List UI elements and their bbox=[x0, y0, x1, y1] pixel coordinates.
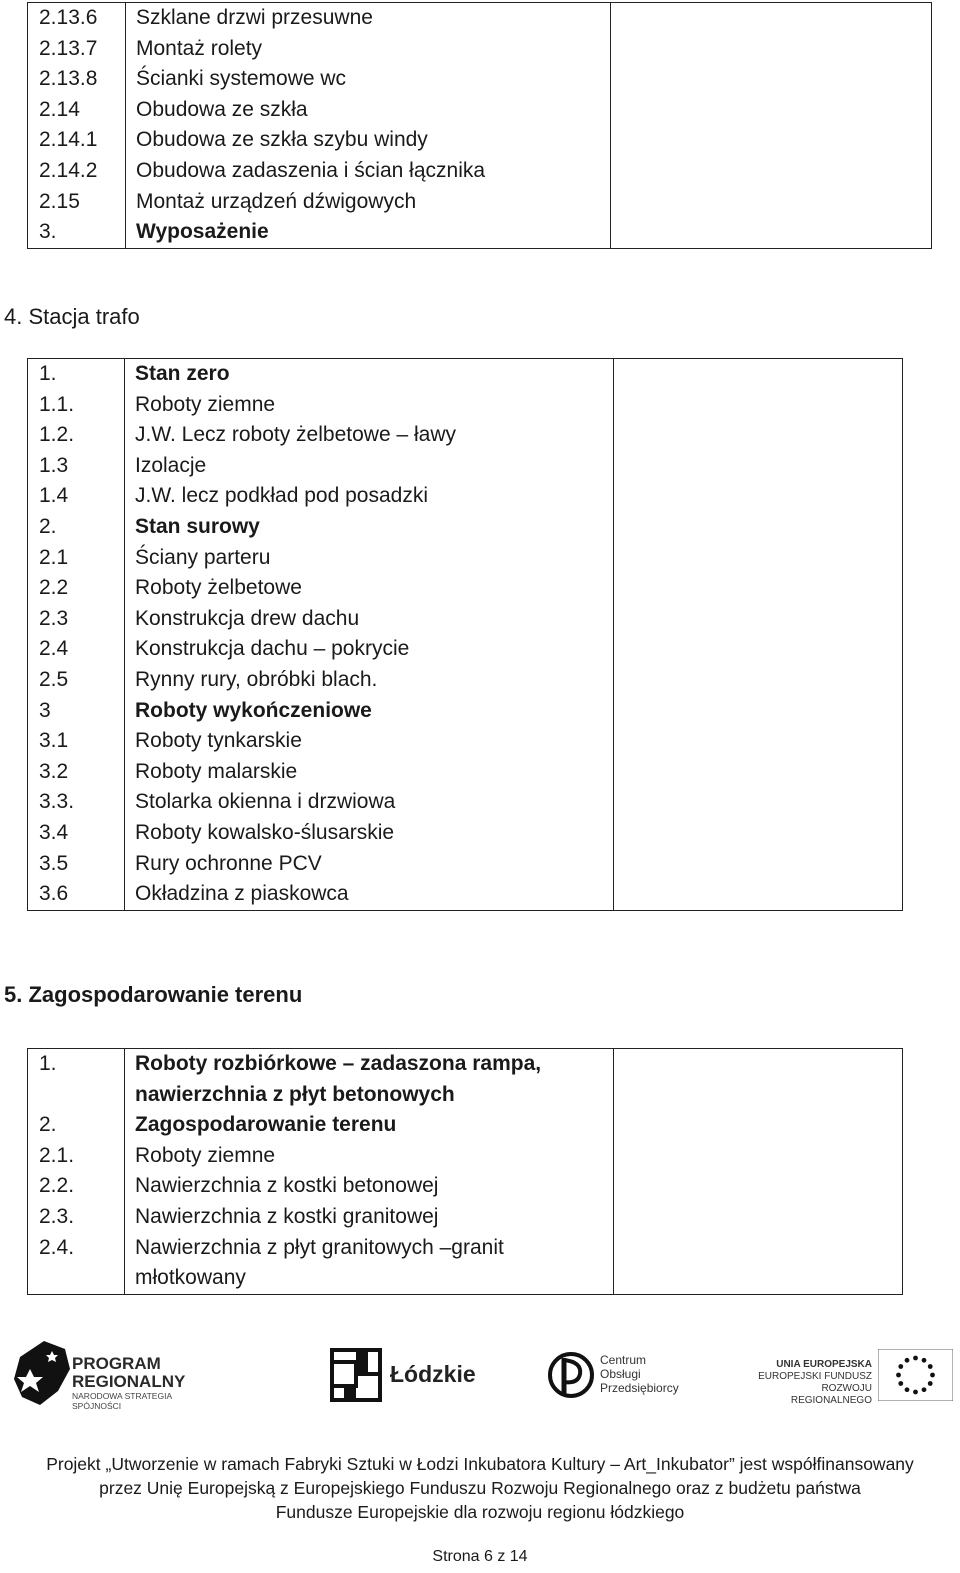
item-number: 3.6 bbox=[28, 879, 125, 910]
item-number: 2.3 bbox=[28, 604, 125, 635]
item-value-cell bbox=[611, 187, 932, 218]
table-row bbox=[28, 125, 932, 156]
item-value-cell bbox=[614, 849, 903, 880]
item-number: 2.14.2 bbox=[28, 156, 126, 187]
item-number: 2.13.8 bbox=[28, 64, 126, 95]
eu-star-icon bbox=[913, 1356, 918, 1361]
page-number: Strona 6 z 14 bbox=[432, 1548, 528, 1565]
item-value-cell bbox=[614, 512, 903, 543]
item-number: 2.1 bbox=[28, 543, 125, 574]
item-number: 2.4 bbox=[28, 634, 125, 665]
item-description: Roboty tynkarskie bbox=[125, 726, 614, 757]
table-row bbox=[28, 726, 903, 757]
eu-star-icon bbox=[928, 1381, 933, 1386]
star-map-icon bbox=[10, 1339, 72, 1409]
ue-text: UNIA EUROPEJSKA bbox=[776, 1359, 872, 1370]
table-row bbox=[28, 34, 932, 65]
item-number: 1. bbox=[28, 1049, 125, 1111]
table-row bbox=[28, 420, 903, 451]
item-value-cell bbox=[611, 125, 932, 156]
item-number: 2.2. bbox=[28, 1171, 125, 1202]
ue-fund-text: EUROPEJSKI FUNDUSZ bbox=[758, 1371, 872, 1382]
item-number: 1.1. bbox=[28, 390, 125, 421]
section-4-heading: 4. Stacja trafo bbox=[4, 304, 140, 329]
eu-star-icon bbox=[898, 1364, 903, 1369]
table-row bbox=[28, 604, 903, 635]
item-description: Stan zero bbox=[125, 359, 614, 390]
item-description: Montaż rolety bbox=[126, 34, 611, 65]
item-value-cell bbox=[611, 95, 932, 126]
item-description: Roboty ziemne bbox=[125, 1141, 614, 1172]
eu-star-icon bbox=[928, 1364, 933, 1369]
table-row bbox=[28, 187, 932, 218]
item-description: J.W. lecz podkład pod posadzki bbox=[125, 481, 614, 512]
item-number: 3.5 bbox=[28, 849, 125, 880]
item-number: 2.5 bbox=[28, 665, 125, 696]
item-number: 3.3. bbox=[28, 787, 125, 818]
item-number: 2.14.1 bbox=[28, 125, 126, 156]
item-description: Konstrukcja dachu – pokrycie bbox=[125, 634, 614, 665]
table-row bbox=[28, 359, 903, 390]
item-description: Nawierzchnia z kostki granitowej bbox=[125, 1202, 614, 1233]
ue-regional-text: ROZWOJU REGIONALNEGO bbox=[790, 1383, 872, 1406]
item-description: Konstrukcja drew dachu bbox=[125, 604, 614, 635]
item-description: Roboty wykończeniowe bbox=[125, 696, 614, 727]
lodzkie-text: Łódzkie bbox=[390, 1361, 476, 1387]
stacja-trafo-table bbox=[27, 358, 903, 911]
item-number: 2.4. bbox=[28, 1233, 125, 1295]
item-value-cell bbox=[614, 573, 903, 604]
item-description: Nawierzchnia z płyt granitowych –granit młotkowany bbox=[125, 1233, 614, 1295]
item-description: Roboty ziemne bbox=[125, 390, 614, 421]
table-row bbox=[28, 757, 903, 788]
item-description: Roboty rozbiórkowe – zadaszona rampa, nawierzchnia z płyt betonowych bbox=[125, 1049, 614, 1111]
item-value-cell bbox=[614, 451, 903, 482]
item-description: Nawierzchnia z kostki betonowej bbox=[125, 1171, 614, 1202]
item-number: 2. bbox=[28, 512, 125, 543]
lodzkie-logo bbox=[330, 1335, 476, 1415]
table-row bbox=[28, 217, 932, 248]
przedsiebiorcy-text: Przedsiębiorcy bbox=[600, 1381, 679, 1395]
item-value-cell bbox=[611, 156, 932, 187]
item-value-cell bbox=[614, 696, 903, 727]
table-row bbox=[28, 481, 903, 512]
footer-line-1: Projekt „Utworzenie w ramach Fabryki Sztuki w Łodzi Inkubatora Kultury – Art_Inkubator” jest współfinansowany bbox=[46, 1454, 914, 1474]
table-row bbox=[28, 95, 932, 126]
table-row bbox=[28, 1141, 903, 1172]
item-value-cell bbox=[611, 64, 932, 95]
table-row bbox=[28, 1171, 903, 1202]
table-row bbox=[28, 64, 932, 95]
item-description: Zagospodarowanie terenu bbox=[125, 1110, 614, 1141]
item-number: 2.3. bbox=[28, 1202, 125, 1233]
item-number: 1.4 bbox=[28, 481, 125, 512]
item-number: 3.4 bbox=[28, 818, 125, 849]
item-value-cell bbox=[614, 359, 903, 390]
item-description: Izolacje bbox=[125, 451, 614, 482]
table-row bbox=[28, 634, 903, 665]
eu-star-icon bbox=[896, 1373, 901, 1378]
item-value-cell bbox=[614, 634, 903, 665]
item-number: 3. bbox=[28, 217, 126, 248]
cop-emblem-icon bbox=[548, 1350, 594, 1400]
item-number: 1.3 bbox=[28, 451, 125, 482]
table-row bbox=[28, 1049, 903, 1111]
item-value-cell bbox=[611, 34, 932, 65]
centrum-obslugi-logo bbox=[548, 1335, 678, 1415]
item-value-cell bbox=[614, 726, 903, 757]
eu-star-icon bbox=[898, 1381, 903, 1386]
table-row bbox=[28, 3, 932, 34]
item-value-cell bbox=[614, 665, 903, 696]
eu-star-icon bbox=[922, 1387, 927, 1392]
logo-bar bbox=[0, 1335, 960, 1415]
item-number: 3.1 bbox=[28, 726, 125, 757]
table-row bbox=[28, 573, 903, 604]
footer-line-3: Fundusze Europejskie dla rozwoju regionu łódzkiego bbox=[275, 1502, 685, 1522]
item-number: 2. bbox=[28, 1110, 125, 1141]
item-number: 2.1. bbox=[28, 1141, 125, 1172]
table-row bbox=[28, 665, 903, 696]
table-row bbox=[28, 1233, 903, 1295]
item-value-cell bbox=[614, 787, 903, 818]
item-description: Montaż urządzeń dźwigowych bbox=[126, 187, 611, 218]
table-row bbox=[28, 512, 903, 543]
item-description: Rury ochronne PCV bbox=[125, 849, 614, 880]
item-value-cell bbox=[614, 757, 903, 788]
footer-line-2: przez Unię Europejską z Europejskiego Funduszu Rozwoju Regionalnego oraz z budżetu państwa bbox=[99, 1478, 861, 1498]
eu-flag-icon bbox=[878, 1349, 953, 1401]
eu-star-icon bbox=[913, 1390, 918, 1395]
item-number: 1.2. bbox=[28, 420, 125, 451]
item-value-cell bbox=[614, 390, 903, 421]
cost-table-continued bbox=[27, 2, 932, 249]
table-row bbox=[28, 390, 903, 421]
item-number: 3 bbox=[28, 696, 125, 727]
table-row bbox=[28, 543, 903, 574]
item-value-cell bbox=[614, 543, 903, 574]
item-description: Roboty kowalsko-ślusarskie bbox=[125, 818, 614, 849]
section-5-heading: 5. Zagospodarowanie terenu bbox=[4, 982, 303, 1007]
item-description: Rynny rury, obróbki blach. bbox=[125, 665, 614, 696]
table-row bbox=[28, 787, 903, 818]
table-row bbox=[28, 849, 903, 880]
item-value-cell bbox=[611, 217, 932, 248]
eu-star-icon bbox=[930, 1373, 935, 1378]
item-value-cell bbox=[614, 879, 903, 910]
item-description: Szklane drzwi przesuwne bbox=[126, 3, 611, 34]
item-value-cell bbox=[614, 604, 903, 635]
item-value-cell bbox=[614, 818, 903, 849]
table-row bbox=[28, 156, 932, 187]
item-value-cell bbox=[614, 1202, 903, 1233]
item-number: 2.14 bbox=[28, 95, 126, 126]
table-row bbox=[28, 1202, 903, 1233]
unia-europejska-logo bbox=[752, 1335, 957, 1415]
item-value-cell bbox=[614, 481, 903, 512]
item-number: 1. bbox=[28, 359, 125, 390]
program-regionalny-logo bbox=[10, 1335, 220, 1415]
item-number: 2.13.6 bbox=[28, 3, 126, 34]
program-text: PROGRAM bbox=[72, 1354, 161, 1373]
item-description: Ściany parteru bbox=[125, 543, 614, 574]
item-number: 2.2 bbox=[28, 573, 125, 604]
item-description: Obudowa zadaszenia i ścian łącznika bbox=[126, 156, 611, 187]
item-description: Obudowa ze szkła bbox=[126, 95, 611, 126]
item-number: 2.13.7 bbox=[28, 34, 126, 65]
table-row bbox=[28, 1110, 903, 1141]
item-description: Okładzina z piaskowca bbox=[125, 879, 614, 910]
item-value-cell bbox=[614, 1233, 903, 1295]
item-description: Wyposażenie bbox=[126, 217, 611, 248]
strategia-text: NARODOWA STRATEGIA SPÓJNOŚCI bbox=[72, 1391, 172, 1411]
regionalny-text: REGIONALNY bbox=[72, 1372, 186, 1391]
item-value-cell bbox=[614, 1141, 903, 1172]
item-description: J.W. Lecz roboty żelbetowe – ławy bbox=[125, 420, 614, 451]
zagospodarowanie-table bbox=[27, 1048, 903, 1295]
item-description: Roboty żelbetowe bbox=[125, 573, 614, 604]
eu-star-icon bbox=[905, 1358, 910, 1363]
item-value-cell bbox=[614, 1171, 903, 1202]
item-value-cell bbox=[614, 1110, 903, 1141]
eu-star-icon bbox=[922, 1358, 927, 1363]
table-row bbox=[28, 451, 903, 482]
item-description: Obudowa ze szkła szybu windy bbox=[126, 125, 611, 156]
table-row bbox=[28, 818, 903, 849]
eu-star-icon bbox=[905, 1387, 910, 1392]
item-description: Roboty malarskie bbox=[125, 757, 614, 788]
item-description: Stolarka okienna i drzwiowa bbox=[125, 787, 614, 818]
item-number: 2.15 bbox=[28, 187, 126, 218]
table-row bbox=[28, 696, 903, 727]
table-row bbox=[28, 879, 903, 910]
lodzkie-emblem-icon bbox=[330, 1348, 382, 1402]
obslugi-text: Obsługi bbox=[600, 1367, 641, 1381]
item-number: 3.2 bbox=[28, 757, 125, 788]
item-value-cell bbox=[614, 420, 903, 451]
item-description: Stan surowy bbox=[125, 512, 614, 543]
item-value-cell bbox=[611, 3, 932, 34]
item-value-cell bbox=[614, 1049, 903, 1111]
item-description: Ścianki systemowe wc bbox=[126, 64, 611, 95]
centrum-text: Centrum bbox=[600, 1353, 647, 1367]
